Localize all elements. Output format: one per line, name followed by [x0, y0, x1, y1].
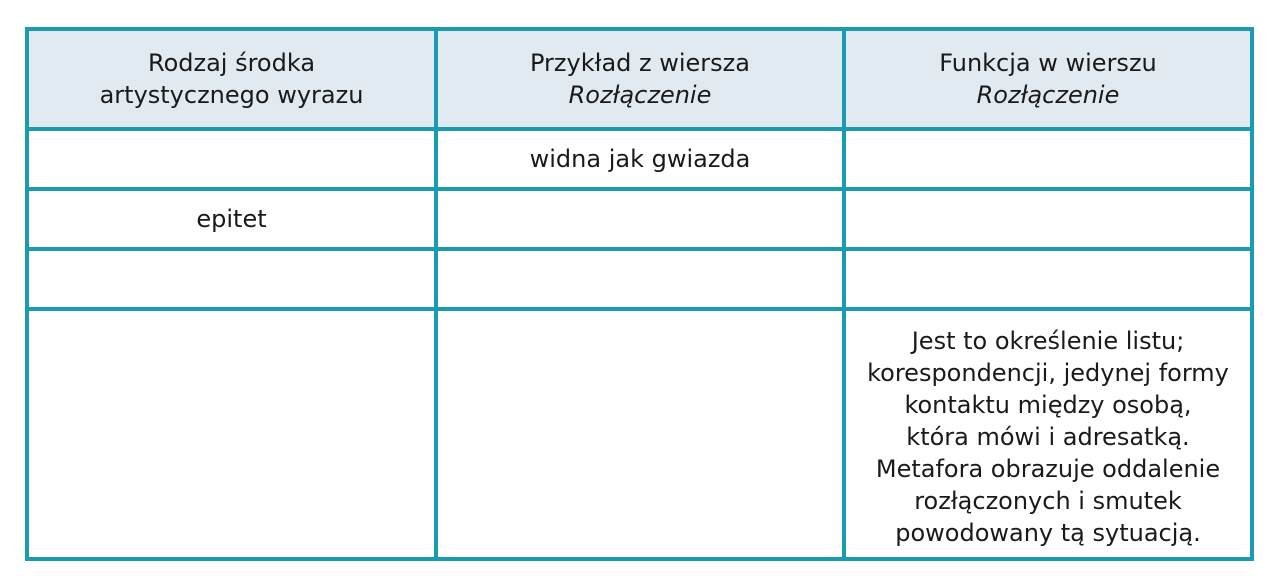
- function-line: Metafora obrazuje oddalenie: [875, 455, 1221, 483]
- header-function-title: Rozłączenie: [976, 81, 1120, 109]
- header-cell-example: [438, 31, 842, 127]
- row-1-type: [29, 131, 434, 187]
- header-type-line-2: artystycznego wyrazu: [99, 81, 364, 109]
- row-1-function: [846, 131, 1250, 187]
- function-line: powodowany tą sytuacją.: [895, 519, 1201, 547]
- row-1-example: widna jak gwiazda: [438, 131, 842, 187]
- row-4-type: [29, 311, 434, 557]
- row-2-function: [846, 191, 1250, 247]
- function-line: Jest to określenie listu;: [911, 327, 1185, 355]
- function-line: rozłączonych i smutek: [914, 487, 1182, 515]
- header-example-line-1: Przykład z wiersza: [530, 49, 750, 77]
- row-3-example: [438, 251, 842, 307]
- row-3-function: [846, 251, 1250, 307]
- header-cell-function: [846, 31, 1250, 127]
- row-4-example: [438, 311, 842, 557]
- function-line: kontaktu między osobą,: [904, 391, 1192, 419]
- comparison-table: [25, 27, 1254, 561]
- function-line: która mówi i adresatką.: [906, 423, 1190, 451]
- row-3-type: [29, 251, 434, 307]
- row-2-example: [438, 191, 842, 247]
- row-2-type: epitet: [29, 191, 434, 247]
- function-line: korespondencji, jedynej formy: [867, 359, 1229, 387]
- row-4-function: [846, 311, 1250, 557]
- header-function-line-1: Funkcja w wierszu: [939, 49, 1157, 77]
- header-cell-type: [29, 31, 434, 127]
- header-type-line-1: Rodzaj środka: [147, 49, 316, 77]
- header-example-title: Rozłączenie: [568, 81, 712, 109]
